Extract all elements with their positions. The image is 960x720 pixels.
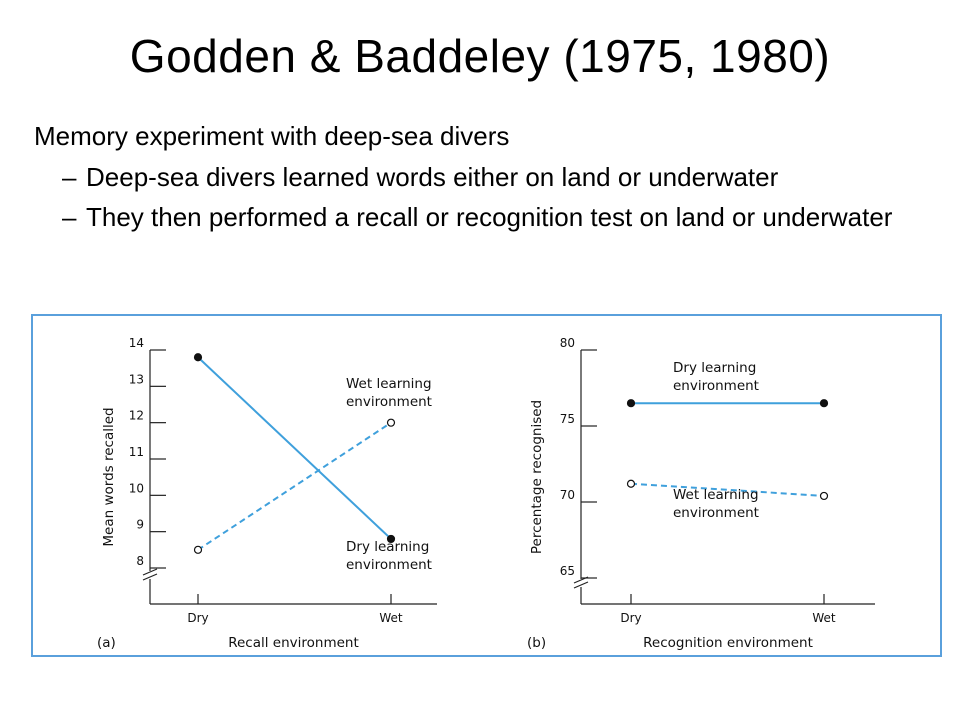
x-tick-label: Wet xyxy=(379,611,403,625)
series-annotation: Wet learning xyxy=(346,376,432,392)
y-tick-label: 65 xyxy=(559,564,575,578)
data-point xyxy=(628,480,635,487)
series-annotation: environment xyxy=(346,394,432,410)
figure-panel xyxy=(31,314,942,657)
y-tick-label: 12 xyxy=(128,408,144,423)
x-tick-label: Wet xyxy=(812,611,836,625)
series-annotation: environment xyxy=(673,378,759,394)
slide-title: Godden & Baddeley (1975, 1980) xyxy=(129,30,831,82)
y-tick-label: 14 xyxy=(128,336,144,350)
data-point xyxy=(821,400,828,407)
bullet-main: Memory experiment with deep-sea divers xyxy=(34,121,510,151)
x-axis-label: Recognition environment xyxy=(643,635,813,651)
series-annotation: environment xyxy=(346,557,432,573)
y-tick-label: 80 xyxy=(559,336,575,350)
data-point xyxy=(195,546,202,553)
bullet-list xyxy=(34,118,934,240)
figure-svg xyxy=(33,316,940,655)
sub-bullet-text: They then performed a recall or recognition test on land or underwater xyxy=(86,202,893,232)
y-tick-label: 13 xyxy=(128,372,144,387)
y-tick-label: 11 xyxy=(128,445,144,459)
data-point xyxy=(821,492,828,499)
series-annotation: Dry learning xyxy=(346,539,430,555)
panel-label: (a) xyxy=(97,635,116,651)
sub-bullet-2 xyxy=(34,200,934,234)
y-tick-label: 8 xyxy=(136,554,144,568)
y-tick-label: 70 xyxy=(559,488,575,502)
panel-label: (b) xyxy=(527,635,547,651)
series-annotation: Wet learning xyxy=(673,487,759,503)
data-point xyxy=(388,419,395,426)
series-annotation: Dry learning xyxy=(673,360,757,376)
y-tick-label: 10 xyxy=(128,481,144,496)
y-tick-label: 75 xyxy=(559,412,575,426)
data-point xyxy=(628,400,635,407)
x-tick-label: Dry xyxy=(620,611,642,625)
y-axis-label: Percentage recognised xyxy=(529,399,545,555)
y-tick-label: 9 xyxy=(136,517,144,532)
y-axis-label: Mean words recalled xyxy=(101,407,117,547)
sub-bullet-text: Deep-sea divers learned words either on land or underwater xyxy=(86,162,779,192)
sub-bullet-1 xyxy=(34,160,934,194)
series-annotation: environment xyxy=(673,505,759,521)
series-line xyxy=(198,423,391,550)
x-tick-label: Dry xyxy=(187,611,209,625)
dash-marker: – xyxy=(62,162,77,192)
dash-marker: – xyxy=(62,202,77,232)
data-point xyxy=(195,354,202,361)
x-axis-label: Recall environment xyxy=(228,635,359,651)
